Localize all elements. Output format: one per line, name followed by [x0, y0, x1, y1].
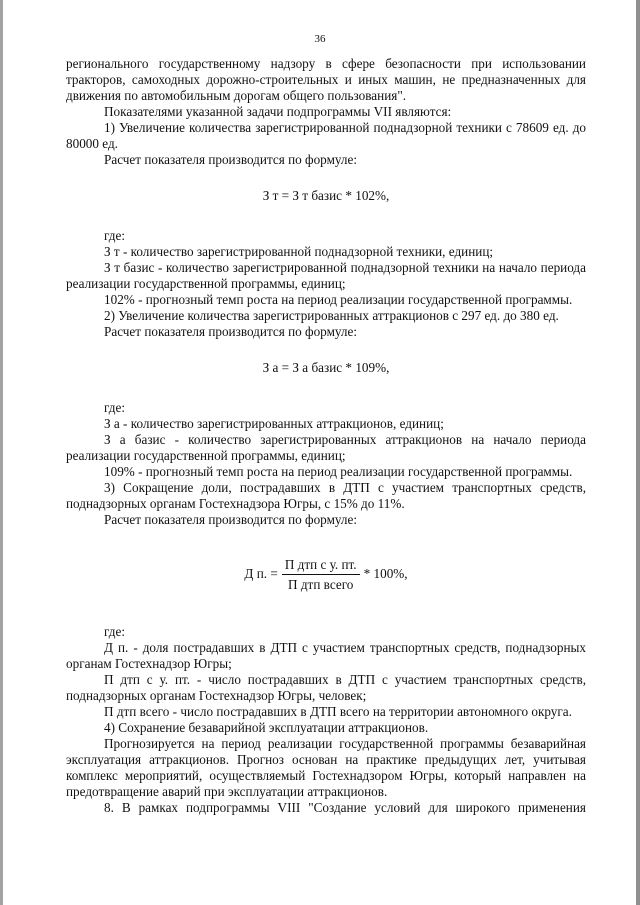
paragraph: где: — [104, 400, 125, 415]
paragraph: З т - количество зарегистрированной поднадзорной техники, единиц; — [104, 244, 494, 259]
paragraph: 109% - прогнозный темп роста на период реализации государственной программы. — [104, 464, 573, 479]
paragraph: Показателями указанной задачи подпрограммы VII являются: — [104, 104, 452, 119]
paragraph: П дтп всего - число пострадавших в ДТП всего на территории автономного округа. — [104, 704, 572, 719]
paragraph: П дтп с у. пт. - число пострадавших в ДТП с участием транспортных средств, поднадзорных органам Гостехнадзор Югры, человек; — [66, 672, 586, 703]
paragraph: 8. В рамках подпрограммы VIII "Создание условий для широкого применения — [104, 800, 586, 815]
formula-attractions: З а = З а базис * 109%, — [262, 360, 390, 375]
paragraph: Прогнозируется на период реализации государственной программы безаварийная эксплуатация аттракционов. Прогноз основан на практике предыдущих лет, учитывая комплекс мероприятий, осуществляемый Гостехнадзором Югры, который направлен на предотвращение аварий при эксплуатации аттракционов. — [66, 736, 586, 799]
paragraph: Расчет показателя производится по формуле: — [104, 324, 358, 339]
formula-dtp-share — [66, 548, 586, 600]
scan-edge-right — [636, 0, 640, 905]
paragraph: З т базис - количество зарегистрированной поднадзорной техники на начало периода реализации государственной программы, единиц; — [66, 260, 586, 291]
paragraph: Д п. - доля пострадавших в ДТП с участием транспортных средств, поднадзорных органам Гостехнадзор Югры; — [66, 640, 586, 671]
document-body — [66, 56, 586, 816]
page-number: 36 — [314, 33, 326, 45]
paragraph: 102% - прогнозный темп роста на период реализации государственной программы. — [104, 292, 573, 307]
paragraph: 2) Увеличение количества зарегистрированных аттракционов с 297 ед. до 380 ед. — [104, 308, 559, 323]
formula-lhs: Д п. = — [244, 566, 278, 581]
paragraph: З а - количество зарегистрированных аттракционов, единиц; — [104, 416, 444, 431]
formula-rhs: * 100%, — [363, 566, 408, 581]
scan-edge-left — [0, 0, 3, 905]
formula-numerator: П дтп с у. пт. — [282, 557, 360, 575]
paragraph: 4) Сохранение безаварийной эксплуатации аттракционов. — [104, 720, 429, 735]
paragraph: где: — [104, 228, 125, 243]
paragraph: регионального государственному надзору в сфере безопасности при использовании тракторов, самоходных дорожно-строительных и иных машин, не предназначенных для движения по автомобильным дорогам общего пользования". — [66, 56, 586, 103]
paragraph: 1) Увеличение количества зарегистрированной поднадзорной техники с 78609 ед. до 80000 ед. — [66, 120, 586, 151]
paragraph: 3) Сокращение доли, пострадавших в ДТП с участием транспортных средств, поднадзорных органам Гостехнадзора Югры, с 15% до 11%. — [66, 480, 586, 511]
paragraph: З а базис - количество зарегистрированных аттракционов на начало периода реализации государственной программы, единиц; — [66, 432, 586, 463]
formula-denominator: П дтп всего — [288, 576, 354, 592]
paragraph: где: — [104, 624, 125, 639]
formula-fraction — [282, 557, 360, 592]
paragraph: Расчет показателя производится по формуле: — [104, 152, 358, 167]
paragraph: Расчет показателя производится по формуле: — [104, 512, 358, 527]
formula-tech: З т = З т базис * 102%, — [262, 188, 390, 203]
